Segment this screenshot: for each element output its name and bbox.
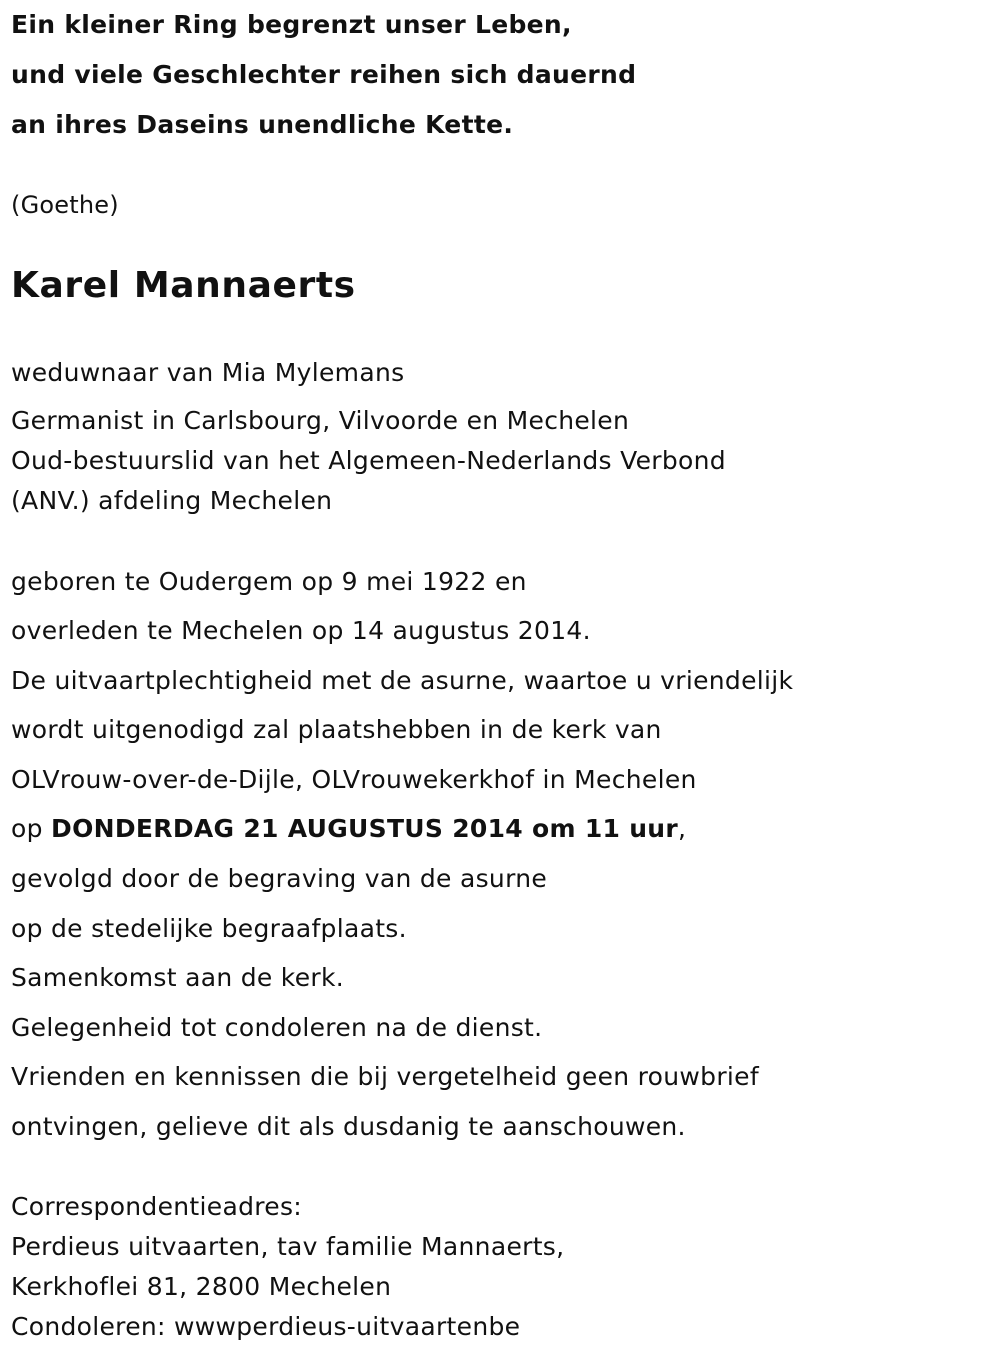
ceremony-date-line [11, 813, 686, 845]
ceremony-date-suffix: , [678, 814, 687, 843]
poem-author: (Goethe) [11, 191, 119, 219]
board-membership-line-1: Oud-bestuurslid van het Algemeen-Nederlands Verbond [11, 446, 726, 475]
notice-line-2: ontvingen, gelieve dit als dusdanig te aanschouwen. [11, 1112, 686, 1141]
correspondence-line-1: Perdieus uitvaarten, tav familie Mannaerts, [11, 1232, 565, 1261]
correspondence-line-2: Kerkhoflei 81, 2800 Mechelen [11, 1272, 392, 1301]
poem-line-3: an ihres Daseins unendliche Kette. [11, 110, 514, 139]
birth-text: geboren te Oudergem op 9 mei 1922 en [11, 567, 527, 596]
deceased-name: Karel Mannaerts [11, 265, 356, 306]
ceremony-date-prefix: op [11, 814, 52, 843]
widower-text: weduwnaar van Mia Mylemans [11, 358, 405, 387]
ceremony-line-3: OLVrouw-over-de-Dijle, OLVrouwekerkhof in Mechelen [11, 765, 697, 794]
condolence-text: Gelegenheid tot condoleren na de dienst. [11, 1013, 543, 1042]
board-membership-line-2: (ANV.) afdeling Mechelen [11, 486, 333, 515]
poem-line-1: Ein kleiner Ring begrenzt unser Leben, [11, 10, 572, 39]
condolence-website: Condoleren: wwwperdieus-uitvaartenbe [11, 1312, 521, 1341]
gathering-text: Samenkomst aan de kerk. [11, 963, 344, 992]
ceremony-line-2: wordt uitgenodigd zal plaatshebben in de kerk van [11, 715, 662, 744]
ceremony-date: DONDERDAG 21 AUGUSTUS 2014 om 11 uur [51, 814, 679, 843]
burial-line-2: op de stedelijke begraafplaats. [11, 914, 407, 943]
correspondence-label: Correspondentieadres: [11, 1192, 303, 1221]
burial-line-1: gevolgd door de begraving van de asurne [11, 864, 548, 893]
profession-text: Germanist in Carlsbourg, Vilvoorde en Mechelen [11, 406, 630, 435]
notice-line-1: Vrienden en kennissen die bij vergetelheid geen rouwbrief [11, 1062, 759, 1091]
poem-line-2: und viele Geschlechter reihen sich dauernd [11, 60, 637, 89]
ceremony-line-1: De uitvaartplechtigheid met de asurne, waartoe u vriendelijk [11, 666, 794, 695]
death-text: overleden te Mechelen op 14 augustus 2014. [11, 616, 591, 645]
